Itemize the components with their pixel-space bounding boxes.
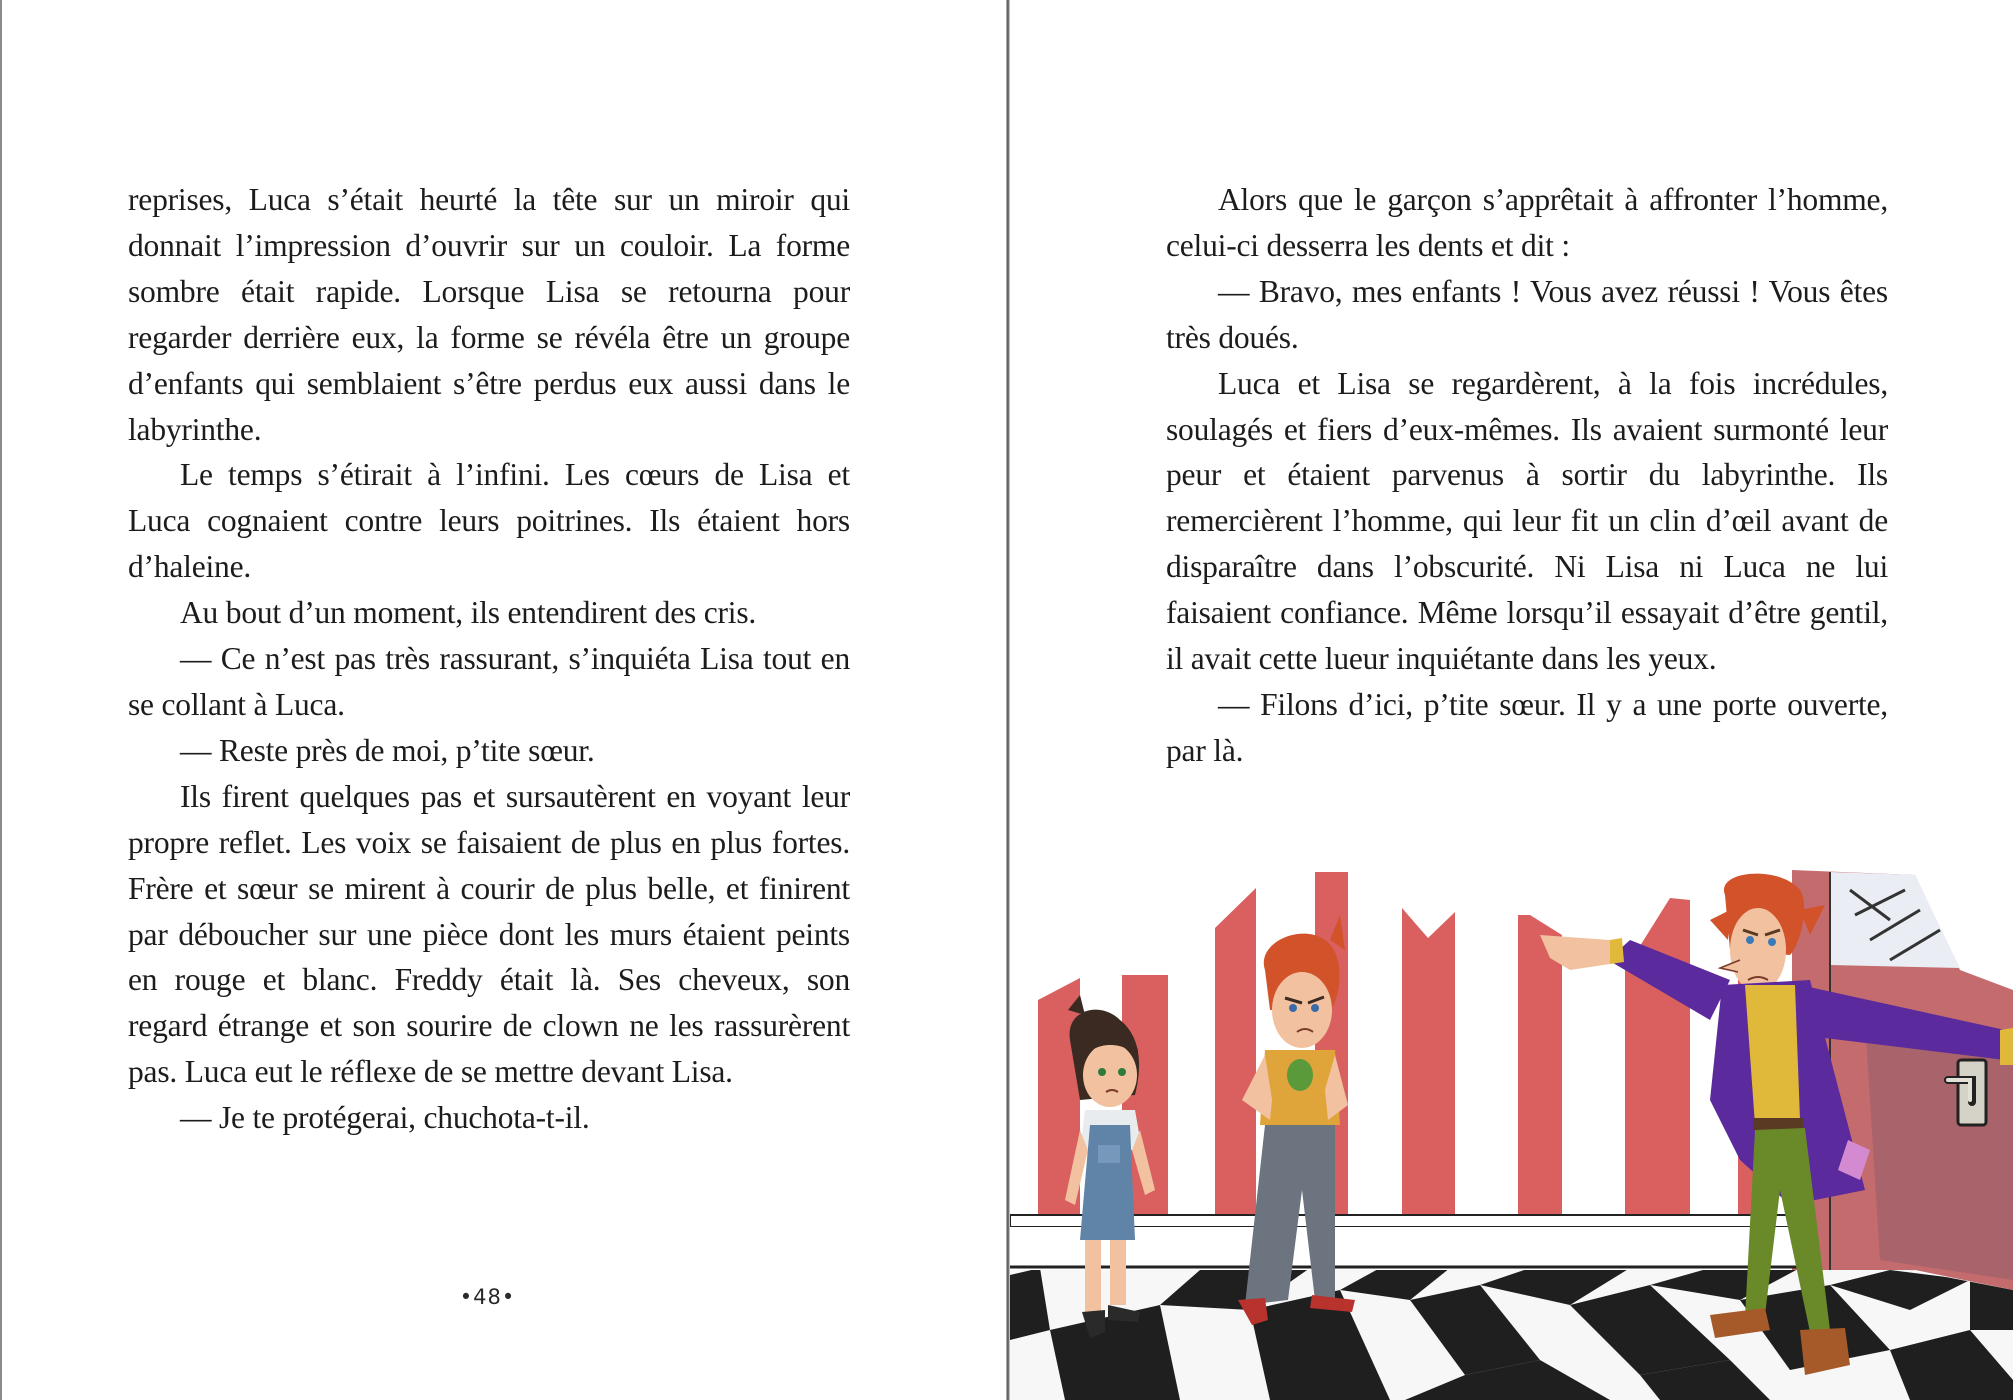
left-page: [0, 0, 1006, 1400]
right-page-text: [1166, 177, 1888, 774]
paragraph: Alors que le garçon s’apprêtait à affronter l’homme, celui-ci desserra les dents et dit :: [1166, 182, 1888, 263]
paragraph: reprises, Luca s’était heurté la tête sur un miroir qui donnait l’impression d’ouvrir sur un couloir. La forme sombre était rapide. Lorsque Lisa se retourna pour regarder derrière eux, la forme se révéla être un groupe d’enfants qui semblaient s’être perdus eux aussi dans le labyrinthe.: [128, 182, 850, 447]
story-illustration: [1010, 860, 2013, 1400]
right-page: [1010, 0, 2013, 1400]
dialogue-paragraph: — Bravo, mes enfants ! Vous avez réussi ! Vous êtes très doués.: [1166, 273, 1888, 355]
page-number: •48•: [459, 1285, 516, 1309]
dialogue-paragraph: — Ce n’est pas très rassurant, s’inquiéta Lisa tout en se collant à Luca.: [128, 641, 850, 722]
paragraph: Le temps s’étirait à l’infini. Les cœurs de Lisa et Luca cognaient contre leurs poitrines. Ils étaient hors d’haleine.: [128, 457, 850, 585]
dialogue-paragraph: — Reste près de moi, p’tite sœur.: [180, 732, 595, 768]
paragraph: Ils firent quelques pas et sursautèrent en voyant leur propre reflet. Les voix se faisaient de plus en plus fortes. Frère et sœur se mirent à courir de plus belle, et finirent par déboucher sur une pièce dont les murs étaient peints en rouge et blanc. Freddy était là. Ses cheveux, son regard étrange et son sourire de clown ne les rassurèrent pas. Luca eut le réflexe de se mettre devant Lisa.: [128, 778, 850, 1090]
paragraph: Au bout d’un moment, ils entendirent des cris.: [180, 595, 757, 631]
dialogue-paragraph: — Je te protégerai, chuchota-t-il.: [180, 1100, 590, 1136]
paragraph: Luca et Lisa se regardèrent, à la fois incrédules, soulagés et fiers d’eux-mêmes. Ils avaient surmonté leur peur et étaient parvenus à sortir du labyrinthe. Ils remercièrent l’homme, qui leur fit un clin d’œil avant de disparaître dans l’obscurité. Ni Lisa ni Luca ne lui faisaient confiance. Même lorsqu’il essayait d’être gentil, il avait cette lueur inquiétante dans les yeux.: [1166, 365, 1888, 677]
checkered-floor: [1010, 1265, 2013, 1400]
dialogue-paragraph: — Filons d’ici, p’tite sœur. Il y a une porte ouverte, par là.: [1166, 686, 1888, 768]
left-page-text: [128, 177, 850, 1141]
